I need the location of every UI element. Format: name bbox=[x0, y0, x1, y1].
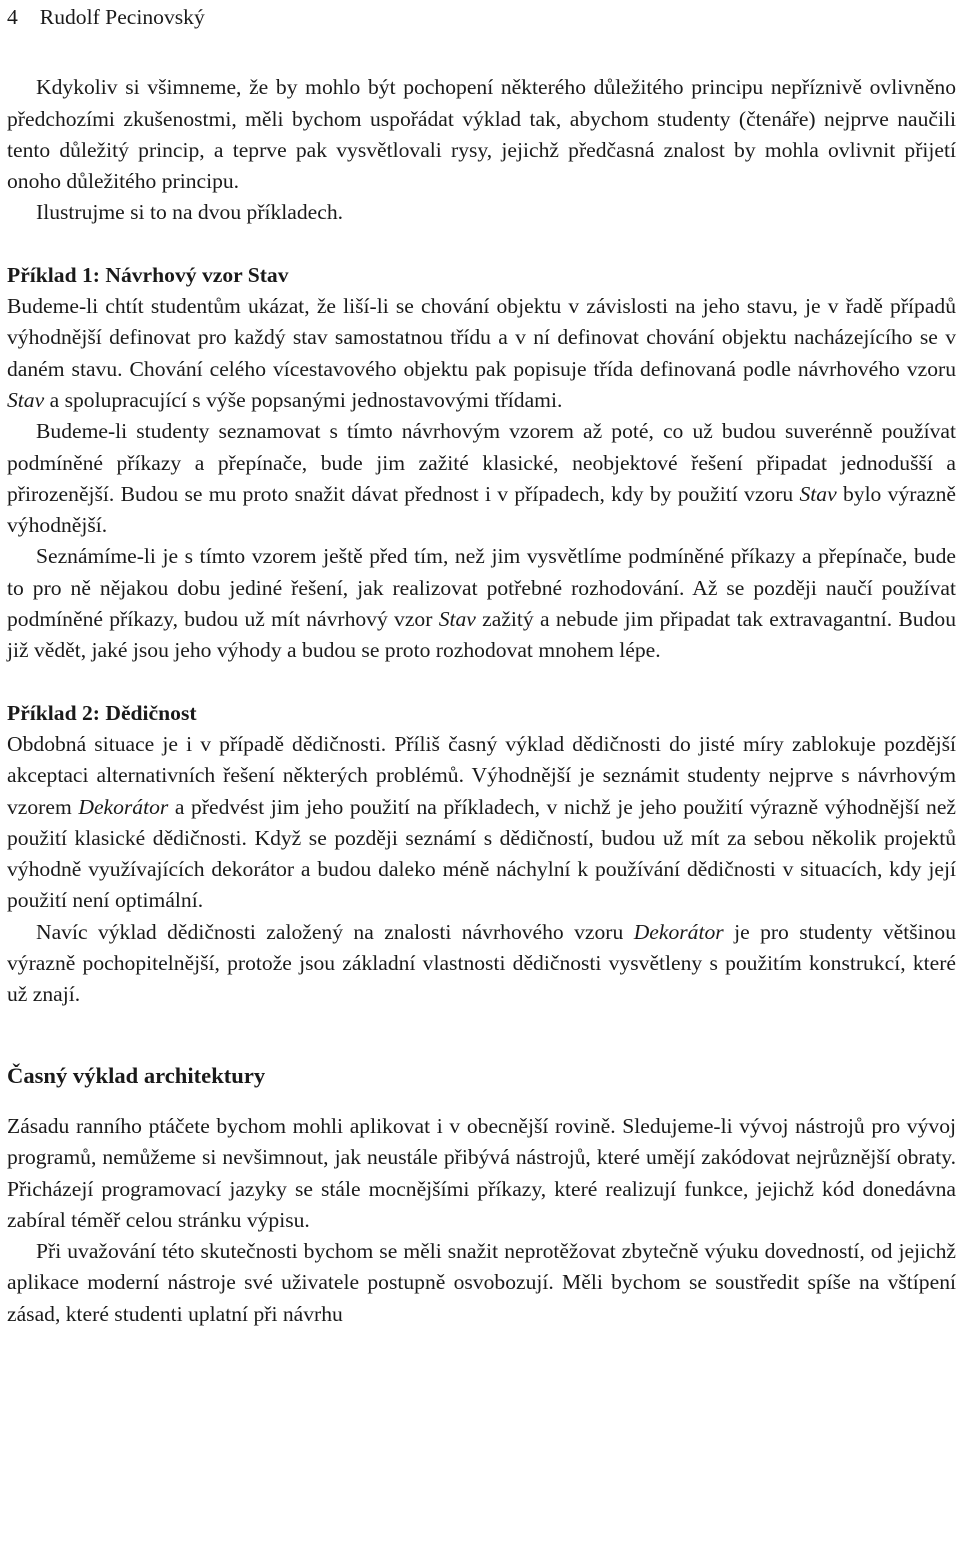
pattern-name-stav: Stav bbox=[7, 387, 45, 412]
pattern-name-dekorator: Dekorátor bbox=[633, 919, 724, 944]
example-2-paragraph-1: Obdobná situace je i v případě dědičnosti. Příliš časný výklad dědičnosti do jisté míry zablokuje pozdější akceptaci alternativních řešení některých problémů. Výhodnější je seznámit studenty nejprve s návrhovým vzorem Dekorátor a předvést jim jeho použití na příkladech, v nichž je jeho použití výrazně výhodnější než použití klasické dědičnosti. Když se později seznámí s dědičností, budou už mít za sebou několik projektů výhodně využívajících dekorátor a budou daleko méně náchylní k používání dědičnosti v situacích, kdy její použití není optimální. bbox=[7, 731, 956, 913]
intro-paragraph: Kdykoliv si všimneme, že by mohlo být pochopení některého důležitého principu nepříznivě ovlivněno předchozími zkušenostmi, měli bychom uspořádat výklad tak, abychom studenty (čtenáře) nejprve naučili tento důležitý princip, a teprve pak vysvětlovali rysy, jejichž předčasná znalost by mohla ovlivnit přijetí onoho důležitého principu. bbox=[7, 75, 956, 194]
example-2-heading: Příklad 2: Dědičnost bbox=[7, 700, 197, 725]
intro-transition: Ilustrujme si to na dvou příkladech. bbox=[36, 200, 344, 225]
architecture-paragraph-2: Při uvažování této skutečnosti bychom se měli snažit neprotěžovat zbytečně výuku dovedností, od jejichž aplikace moderní nástroje své uživatele postupně osvobozují. Měli bychom se soustředit spíše na vštípení zásad, které studenti uplatní při návrhu bbox=[7, 1239, 956, 1326]
page-number: 4 bbox=[7, 5, 18, 29]
section-heading-architecture: Časný výklad architektury bbox=[7, 1062, 266, 1088]
example-1-heading: Příklad 1: Návrhový vzor Stav bbox=[7, 262, 289, 287]
pattern-name-dekorator: Dekorátor bbox=[78, 794, 169, 819]
example-2-paragraph-2: Navíc výklad dědičnosti založený na znalosti návrhového vzoru Dekorátor je pro studenty většinou výrazně pochopitelnější, protože jsou základní vlastnosti dědičnosti vysvětleny s použitím konstrukcí, které už znají. bbox=[7, 919, 957, 1007]
example-1-paragraph-1: Budeme-li chtít studentům ukázat, že liší-li se chování objektu v závislosti na jeho stavu, je v řadě případů výhodnější definovat pro každý stav samostatnou třídu a v ní definovat chování objektu nacházejícího se v daném stavu. Chování celého vícestavového objektu pak popisuje třída definovaná podle návrhového vzoru Stav a spolupracující s výše popsanými jednostavovými třídami. bbox=[7, 294, 956, 412]
running-author: Rudolf Pecinovský bbox=[39, 5, 205, 29]
pattern-name-stav: Stav bbox=[799, 481, 837, 506]
pattern-name-stav: Stav bbox=[438, 607, 476, 632]
example-1-paragraph-2: Budeme-li studenty seznamovat s tímto návrhovým vzorem až poté, co už budou suverénně používat podmíněné příkazy a přepínače, bude jim zažité klasické, neobjektové řešení připadat jednodušší a přirozenější. Budou se mu proto snažit dávat přednost i v případech, kdy by použití vzoru Stav bylo výrazně výhodnější. bbox=[7, 419, 956, 538]
architecture-paragraph-1: Zásadu ranního ptáčete bychom mohli aplikovat i v obecnější rovině. Sledujeme-li vývoj nástrojů pro vývoj programů, nemůžeme si nevšimnout, jak neustále přibývá nástrojů, které umějí zakódovat nejrůznější obraty. Přicházejí programovací jazyky se stále mocnějšími příkazy, které realizují funkce, jejichž kód donedávna zabíral téměř celou stránku výpisu. bbox=[7, 1113, 956, 1232]
example-1-paragraph-3: Seznámíme-li je s tímto vzorem ještě před tím, než jim vysvětlíme podmíněné příkazy a přepínače, bude to pro ně nějakou dobu jediné řešení, jak realizovat potřebné rozhodování. Až se později naučí používat podmíněné příkazy, budou už mít návrhový vzor Stav zažitý a nebude jim připadat tak extravagantní. Budou již vědět, jaké jsou jeho výhody a budou se proto rozhodovat mnohem lépe. bbox=[7, 544, 956, 663]
running-header bbox=[7, 2, 956, 33]
